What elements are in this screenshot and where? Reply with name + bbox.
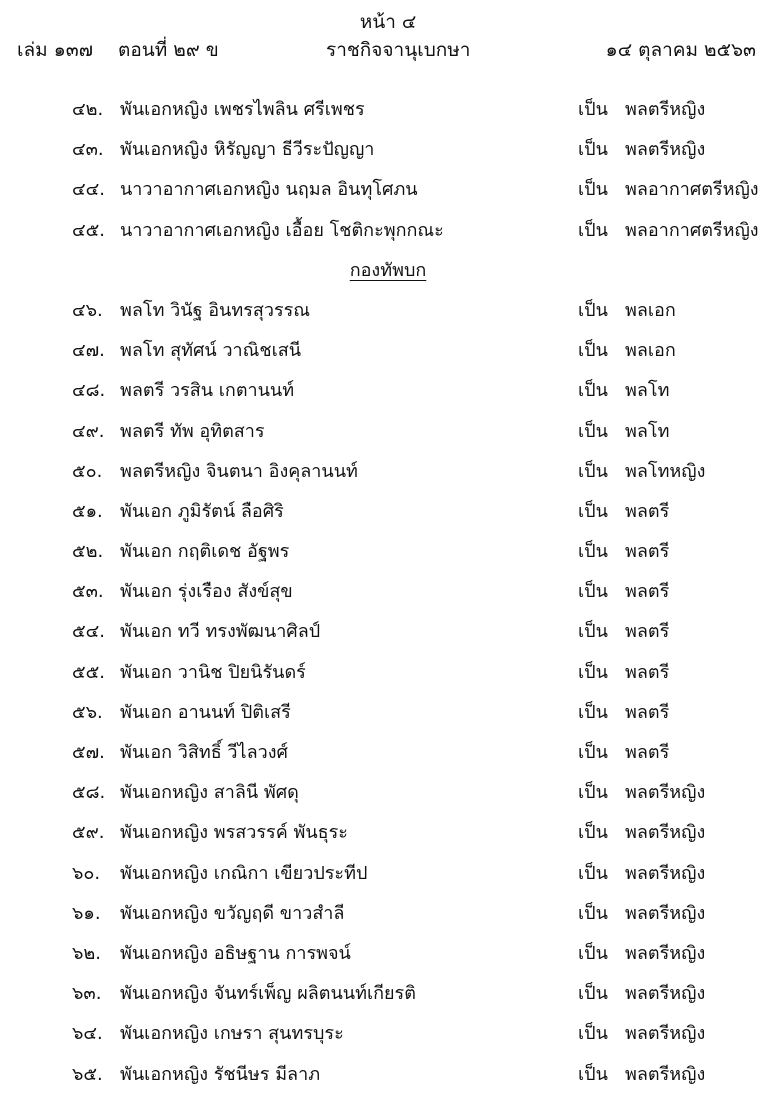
section-heading: [0, 251, 776, 291]
item-number: ๕๖.: [72, 701, 103, 723]
list-item: [0, 211, 776, 251]
new-rank: พลอากาศตรีหญิง: [625, 179, 759, 201]
person-name: พลตรีหญิง จินตนา อิงคุลานนท์: [120, 460, 358, 482]
item-number: ๔๘.: [72, 380, 106, 402]
conjunction: เป็น: [578, 299, 608, 321]
conjunction: เป็น: [578, 460, 608, 482]
person-name: พันเอกหญิง พรสวรรค์ พันธุระ: [120, 822, 348, 844]
list-item: [0, 130, 776, 170]
list-item: [0, 854, 776, 894]
person-name: พันเอก วิสิทธิ์ วีไลวงศ์: [120, 742, 288, 763]
person-name: พันเอก รุ่งเรือง สังข์สุข: [120, 581, 293, 603]
new-rank: พลตรี: [625, 621, 670, 643]
list-item: [0, 412, 776, 452]
conjunction: เป็น: [578, 862, 608, 884]
list-item: [0, 1055, 776, 1095]
new-rank: พลเอก: [625, 299, 676, 321]
person-name: พันเอกหญิง เพชรไพลิน ศรีเพชร: [120, 99, 365, 120]
list-item: [0, 170, 776, 210]
list-item: [0, 612, 776, 652]
person-name: พันเอกหญิง เกษรา สุนทรบุระ: [120, 1023, 344, 1045]
person-name: นาวาอากาศเอกหญิง นฤมล อินทุโศภน: [120, 179, 418, 201]
new-rank: พลตรี: [625, 541, 670, 563]
new-rank: พลตรีหญิง: [625, 942, 706, 964]
item-number: ๕๕.: [72, 661, 105, 683]
list-item: [0, 974, 776, 1014]
conjunction: เป็น: [578, 902, 608, 924]
person-name: พันเอกหญิง หิรัญญา ธีวีระปัญญา: [120, 139, 375, 161]
item-number: ๔๔.: [72, 179, 105, 201]
list-item: [0, 371, 776, 411]
conjunction: เป็น: [578, 942, 608, 964]
item-number: ๖๒.: [72, 942, 102, 964]
list-item: [0, 291, 776, 331]
new-rank: พลตรีหญิง: [625, 862, 706, 884]
new-rank: พลตรี: [625, 742, 670, 763]
list-item: [0, 492, 776, 532]
item-number: ๔๗.: [72, 340, 105, 362]
section-heading-text: กองทัพบก: [349, 259, 427, 281]
volume-label: เล่ม ๑๓๗: [17, 39, 94, 61]
person-name: พันเอก อานนท์ ปิติเสรี: [120, 701, 291, 723]
item-number: ๕๗.: [72, 742, 105, 763]
item-number: ๔๒.: [72, 99, 104, 120]
conjunction: เป็น: [578, 661, 608, 683]
item-number: ๕๘.: [72, 782, 106, 804]
item-number: ๕๐.: [72, 460, 103, 482]
item-number: ๖๕.: [72, 1063, 103, 1085]
conjunction: เป็น: [578, 1063, 608, 1085]
item-number: ๕๙.: [72, 822, 105, 844]
conjunction: เป็น: [578, 701, 608, 723]
item-number: ๕๑.: [72, 500, 103, 522]
new-rank: พลตรีหญิง: [625, 1023, 706, 1045]
conjunction: เป็น: [578, 541, 608, 563]
conjunction: เป็น: [578, 340, 608, 362]
new-rank: พลตรีหญิง: [625, 983, 706, 1005]
new-rank: พลตรีหญิง: [625, 99, 706, 120]
new-rank: พลตรี: [625, 500, 670, 522]
list-item: [0, 733, 776, 773]
conjunction: เป็น: [578, 742, 608, 763]
list-item: [0, 572, 776, 612]
person-name: พันเอกหญิง รัชนีษร มีลาภ: [120, 1063, 321, 1085]
list-item: [0, 452, 776, 492]
item-number: ๖๑.: [72, 902, 101, 924]
new-rank: พลโท: [625, 380, 670, 402]
page-number: หน้า ๔: [359, 11, 417, 33]
new-rank: พลตรี: [625, 581, 670, 603]
gazette-title: ราชกิจจานุเบกษา: [326, 39, 471, 61]
person-name: พันเอกหญิง จันทร์เพ็ญ ผลิตนนท์เกียรติ: [120, 983, 416, 1005]
person-name: พันเอก กฤติเดช อัฐพร: [120, 541, 290, 563]
conjunction: เป็น: [578, 822, 608, 844]
new-rank: พลตรีหญิง: [625, 1063, 706, 1085]
person-name: พันเอกหญิง ขวัญฤดี ขาวสำลี: [120, 902, 345, 924]
person-name: นาวาอากาศเอกหญิง เอื้อย โชติกะพุกกณะ: [120, 219, 444, 241]
gazette-header: [0, 37, 776, 63]
person-name: พันเอก ทวี ทรงพัฒนาศิลป์: [120, 621, 321, 643]
new-rank: พลตรี: [625, 701, 670, 723]
list-item: [0, 90, 776, 130]
conjunction: เป็น: [578, 983, 608, 1005]
person-name: พลตรี ทัพ อุทิตสาร: [120, 420, 265, 442]
new-rank: พลอากาศตรีหญิง: [625, 219, 759, 241]
item-number: ๕๓.: [72, 581, 104, 603]
conjunction: เป็น: [578, 621, 608, 643]
person-name: พันเอกหญิง เกณิกา เขียวประทีป: [120, 862, 368, 884]
list-item: [0, 331, 776, 371]
publication-date: ๑๔ ตุลาคม ๒๕๖๓: [605, 39, 756, 61]
list-item: [0, 773, 776, 813]
list-item: [0, 894, 776, 934]
new-rank: พลโท: [625, 420, 670, 442]
new-rank: พลตรี: [625, 661, 670, 683]
new-rank: พลเอก: [625, 340, 676, 362]
conjunction: เป็น: [578, 139, 608, 161]
person-name: พันเอก ภูมิรัตน์ ลือศิริ: [120, 500, 284, 522]
person-name: พันเอกหญิง อธิษฐาน การพจน์: [120, 942, 351, 964]
conjunction: เป็น: [578, 179, 608, 201]
list-item: [0, 693, 776, 733]
item-number: ๖๐.: [72, 862, 101, 884]
person-name: พลตรี วรสิน เกตานนท์: [120, 380, 295, 402]
list-item: [0, 532, 776, 572]
person-name: พันเอก วานิช ปิยนิรันดร์: [120, 661, 306, 683]
person-name: พันเอกหญิง สาลินี พัศดุ: [120, 782, 299, 804]
conjunction: เป็น: [578, 219, 608, 241]
item-number: ๔๙.: [72, 420, 105, 442]
conjunction: เป็น: [578, 1023, 608, 1045]
item-number: ๕๔.: [72, 621, 105, 643]
promotion-list: [0, 90, 776, 1095]
person-name: พลโท สุทัศน์ วาณิชเสนี: [120, 340, 302, 362]
conjunction: เป็น: [578, 380, 608, 402]
list-item: [0, 934, 776, 974]
list-item: [0, 653, 776, 693]
item-number: ๖๓.: [72, 983, 102, 1005]
item-number: ๔๖.: [72, 299, 103, 321]
conjunction: เป็น: [578, 420, 608, 442]
new-rank: พลตรีหญิง: [625, 822, 706, 844]
new-rank: พลตรีหญิง: [625, 902, 706, 924]
item-number: ๔๓.: [72, 139, 104, 161]
conjunction: เป็น: [578, 581, 608, 603]
person-name: พลโท วินัฐ อินทรสุวรรณ: [120, 299, 310, 321]
new-rank: พลตรีหญิง: [625, 139, 706, 161]
list-item: [0, 1014, 776, 1054]
issue-label: ตอนที่ ๒๙ ข: [118, 39, 219, 61]
conjunction: เป็น: [578, 500, 608, 522]
conjunction: เป็น: [578, 782, 608, 804]
item-number: ๖๔.: [72, 1023, 103, 1045]
new-rank: พลโทหญิง: [625, 460, 706, 482]
conjunction: เป็น: [578, 99, 608, 120]
item-number: ๕๒.: [72, 541, 104, 563]
item-number: ๔๕.: [72, 219, 105, 241]
new-rank: พลตรีหญิง: [625, 782, 706, 804]
list-item: [0, 813, 776, 853]
